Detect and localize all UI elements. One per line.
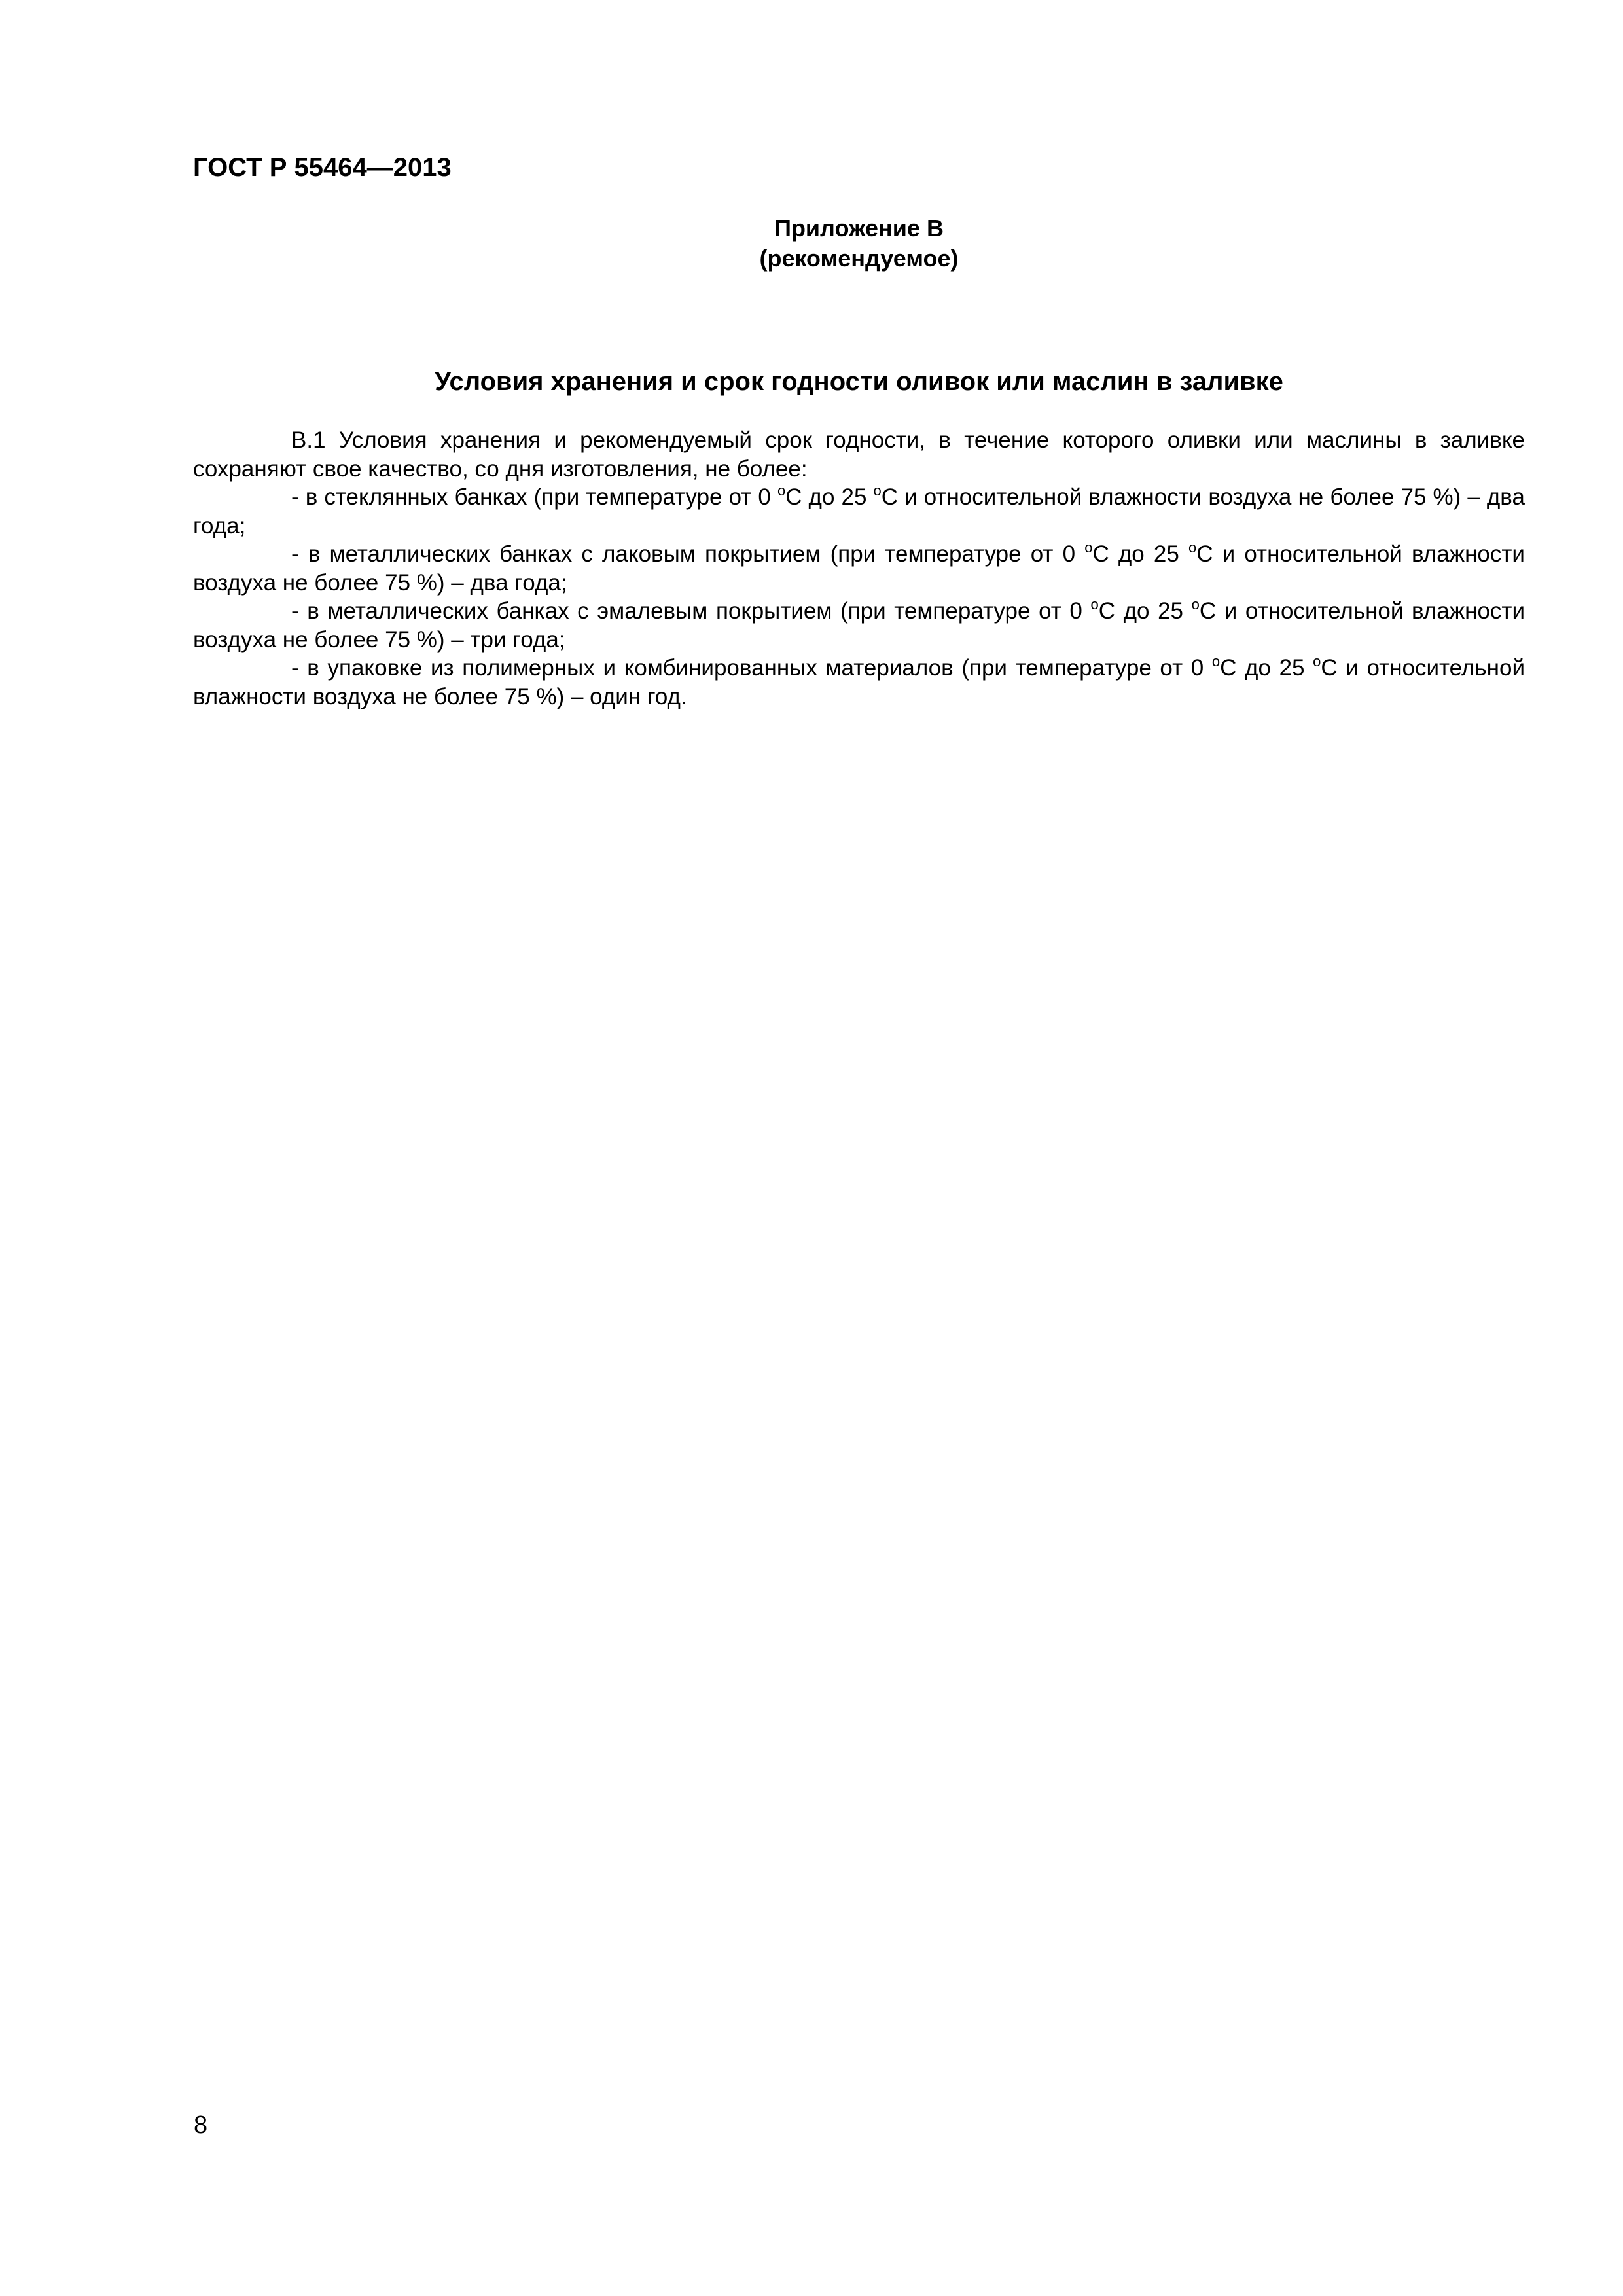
degree-sign: о — [1313, 653, 1321, 670]
annex-status: (рекомендуемое) — [759, 245, 959, 272]
item-text: С до 25 — [785, 484, 874, 510]
storage-item-polymer-packaging — [193, 654, 1525, 711]
body-text — [193, 426, 1525, 711]
section-title: Условия хранения и срок годности оливок или маслин в заливке — [435, 367, 1283, 396]
item-text: С до 25 — [1098, 598, 1192, 624]
degree-sign: о — [777, 482, 786, 499]
degree-sign: о — [1191, 596, 1200, 613]
intro-paragraph: В.1 Условия хранения и рекомендуемый срок годности, в течение которого оливки или маслины в заливке сохраняют свое качество, со дня изготовления, не более: — [193, 427, 1525, 482]
item-text: С и относительной влажности воздуха не более 75 %) – два года; — [193, 541, 1525, 596]
page-number: 8 — [194, 2111, 208, 2139]
degree-sign: о — [873, 482, 882, 499]
item-text: - в упаковке из полимерных и комбинированных материалов (при температуре от 0 — [291, 655, 1212, 681]
item-text: - в стеклянных банках (при температуре от 0 — [291, 484, 777, 510]
degree-sign: о — [1090, 596, 1099, 613]
annex-title: Приложение В — [774, 215, 944, 242]
item-text: С до 25 — [1220, 655, 1313, 681]
item-text: С и относительной влажности воздуха не более 75 %) – два года; — [193, 484, 1525, 539]
degree-sign: о — [1084, 539, 1093, 556]
storage-item-lacquered-cans — [193, 540, 1525, 597]
document-code: ГОСТ Р 55464—2013 — [193, 153, 452, 182]
item-text: С и относительной влажности воздуха не более 75 %) – один год. — [193, 655, 1525, 709]
item-text: - в металлических банках с лаковым покрытием (при температуре от 0 — [291, 541, 1085, 567]
storage-item-glass-jars — [193, 483, 1525, 540]
degree-sign: о — [1188, 539, 1197, 556]
storage-item-enamelled-cans — [193, 597, 1525, 654]
degree-sign: о — [1211, 653, 1221, 670]
item-text: - в металлических банках с эмалевым покрытием (при температуре от 0 — [291, 598, 1091, 624]
item-text: С до 25 — [1092, 541, 1188, 567]
item-text: С и относительной влажности воздуха не более 75 %) – три года; — [193, 598, 1525, 653]
